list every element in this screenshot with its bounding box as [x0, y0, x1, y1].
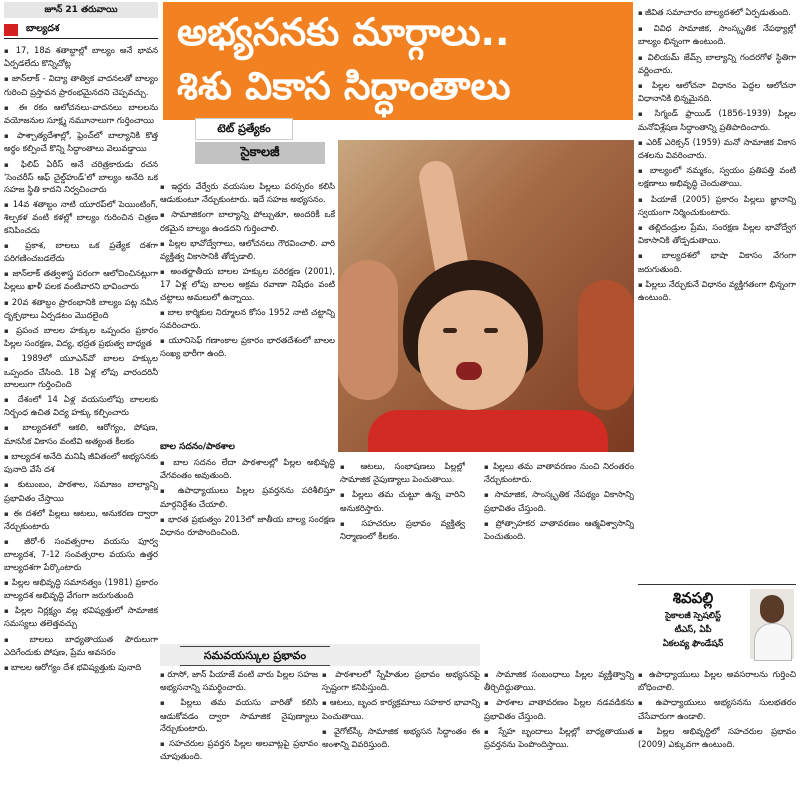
- bottom-column-3: [484, 668, 634, 808]
- bottom-para: ▪ సహచరుల ప్రవర్తన పిల్లల అలవాట్లపై ప్రభావం చూపుతుంది.: [160, 737, 318, 762]
- child-care-column: [160, 456, 335, 640]
- right-para: ▪ పిల్లలు నేర్చుకునే విధానం వ్యక్తిగతంగా భిన్నంగా ఉంటుంది.: [638, 278, 796, 303]
- author-body-shape: [754, 623, 792, 661]
- middle-column-2: [340, 460, 465, 642]
- child-care-para: ▪ ఉపాధ్యాయులు పిల్లల ప్రవర్తనను పరిశీలిస్తూ మార్గనిర్దేశం చేయాలి.: [160, 484, 335, 509]
- author-photo: [750, 589, 794, 659]
- left-para: ▪ 1989లో యూఎన్‌వో బాలల హక్కుల ఒప్పందం చేసింది. 18 ఏళ్ల లోపు వారందరినీ బాలలుగా గుర్తించింది: [4, 352, 158, 390]
- special-tag: టెట్ ప్రత్యేకం: [195, 118, 293, 140]
- mid-right-para: ▪ పిల్లలు తమ వాతావరణం నుంచి నిరంతరం నేర్చుకుంటారు.: [484, 460, 634, 485]
- right-para: ▪ పిల్లల ఆలోచనా విధానం పెద్దల ఆలోచనా విధానానికి భిన్నమైనది.: [638, 79, 796, 104]
- mid-para: ▪ యూనిసెఫ్ గణాంకాల ప్రకారం భారతదేశంలో బాలల సంఖ్య భారీగా ఉంది.: [160, 334, 335, 359]
- mid2-para: ▪ సహచరుల ప్రభావం వ్యక్తిత్వ నిర్మాణంలో కీలకం.: [340, 517, 465, 542]
- left-para: ▪ ఈ రకం ఆలోచనలు-వాదనలు బాలలను వయోజనుల సూక్ష్మ నమూనాలుగా గుర్తించాయి: [4, 101, 158, 126]
- section-header: [4, 22, 158, 39]
- left-para: ▪ పాశ్చాత్యదేశాల్లో, ఫ్రెంచ్‌లో బాల్యానికి కొత్త అర్థం కల్పించే కొన్ని సిద్ధాంతాలు వెలువడ్డాయి: [4, 129, 158, 154]
- author-head-shape: [760, 595, 784, 623]
- left-para: ▪ ఈ దశలో పిల్లలు ఆటలు, అనుకరణ ద్వారా నేర్చుకుంటారు: [4, 507, 158, 532]
- bottom-para: ▪ పాఠశాల వాతావరణం పిల్లల నడవడికను ప్రభావితం చేస్తుంది.: [484, 696, 634, 721]
- topic-tag: సైకాలజీ: [195, 142, 325, 164]
- right-para: ▪ సిగ్మండ్ ఫ్రాయిడ్ (1856-1939) పిల్లల మనోవిశ్లేషణ సిద్ధాంతాన్ని ప్రతిపాదించారు.: [638, 107, 796, 132]
- bottom-para: ▪ రూసో, జాన్ పియాజే వంటి వారు పిల్లల సహజ అభ్యసనాన్ని సమర్థించారు.: [160, 668, 318, 693]
- left-column: [4, 44, 158, 808]
- bottom-column-1: [160, 668, 318, 808]
- bottom-para: ▪ పిల్లల అభివృద్ధిలో సహచరుల ప్రభావం (2009) ఎక్కువగా ఉంటుంది.: [638, 725, 796, 750]
- author-region: టీఎస్, ఏపీ: [674, 625, 712, 635]
- right-para: ▪ తల్లిదండ్రుల ప్రేమ, సంరక్షణ పిల్లల భావోద్వేగ వికాసానికి తోడ్పడుతాయి.: [638, 221, 796, 246]
- left-para: ▪ జాన్‌లాక్ తత్వశాస్త్ర పరంగా ఆలోచించినట్లుగా పిల్లలు ఖాళీ పలక వంటివారని భావించారు: [4, 267, 158, 292]
- right-para: ▪ ఎరిక్ ఎరిక్సన్ (1959) మనో సామాజిక వికాస దశలను వివరించారు.: [638, 136, 796, 161]
- mid-para: ▪ అంతర్జాతీయ బాలల హక్కుల పరిరక్షణ (2001), 17 ఏళ్ల లోపు బాలల అక్రమ రవాణా నిషేధం వంటి చట్టాలు అమలులో ఉన్నాయి.: [160, 265, 335, 303]
- middle-column-1: [160, 180, 335, 436]
- child-mouth-shape: [456, 362, 482, 380]
- child-care-para: ▪ బాల సదనం లేదా పాఠశాలల్లో పిల్లల అభివృద్ధి వేగవంతం అవుతుంది.: [160, 456, 335, 481]
- left-para: ▪ బాల్యదశ అనేది మనిషి జీవితంలో అభ్యసనకు పునాది వేసే దశ: [4, 450, 158, 475]
- child-face-shape: [418, 290, 528, 410]
- mid2-para: ▪ పిల్లలు తమ చుట్టూ ఉన్న వారిని అనుకరిస్తారు.: [340, 488, 465, 513]
- left-para: ▪ జాన్‌లాక్ - విద్యా తాత్విక వాదనలతో బాల్యం గురించి ప్రస్తావన ప్రారంభమైనదని చెప్పవచ్చు.: [4, 72, 158, 97]
- mid-para: ▪ సామాజికంగా బాల్యాన్ని పోల్చుతూ, అందరికీ ఒకే రకమైన బాల్యం ఉండదని గుర్తించాలి.: [160, 208, 335, 233]
- left-para: ▪ జీరో-6 సంవత్సరాల వయసు పూర్వ బాల్యదశ, 7-12 సంవత్సరాల వయసు ఉత్తర బాల్యదశగా పేర్కొంటారు: [4, 535, 158, 573]
- bottom-column-2: [322, 668, 480, 808]
- child-care-subheading: బాల సదనం/పాఠశాల: [160, 442, 235, 452]
- headline-banner: [163, 2, 633, 120]
- bottom-para: ▪ ఉపాధ్యాయులు పిల్లల అవసరాలను గుర్తించి బోధించాలి.: [638, 668, 796, 693]
- child-shirt-shape: [368, 410, 608, 452]
- left-para: ▪ 20వ శతాబ్దం ప్రారంభానికి బాల్యం పట్ల నవీన దృక్పథాలు ఏర్పడటం మొదలైంది: [4, 296, 158, 321]
- right-para: ▪ విలియమ్ జేమ్స్ బాల్యాన్ని గందరగోళ స్థితిగా వర్ణించారు.: [638, 51, 796, 76]
- left-para: ▪ 14వ శతాబ్దం నాటి యూరప్‌లో పెయింటింగ్, శిల్పకళ వంటి కళల్లో బాల్యం గురించిన చిత్రణ కనిపించదు: [4, 198, 158, 236]
- child-eye-shape: [484, 328, 498, 333]
- right-para: ▪ బాల్యంలో నమ్మకం, స్వయం ప్రతిపత్తి వంటి లక్షణాలు అభివృద్ధి చెందుతాయి.: [638, 164, 796, 189]
- right-para: ▪ జీవిత సమాచారం బాల్యదశలో ఏర్పడుతుంది.: [638, 6, 796, 19]
- left-para: ▪ పిల్లల నిర్లక్ష్యం వల్ల భవిష్యత్తులో సామాజిక సమస్యలు తలెత్తవచ్చు: [4, 604, 158, 629]
- left-para: ▪ బాల్యదశలో ఆకలి, ఆరోగ్యం, పోషణ, మానసిక వికాసం వంటివి అత్యంత కీలకం: [4, 421, 158, 446]
- background-child-shape: [338, 260, 398, 400]
- section-marker-icon: [4, 24, 18, 36]
- right-para: ▪ పియాజే (2005) ప్రకారం పిల్లలు జ్ఞానాన్ని స్వయంగా నిర్మించుకుంటారు.: [638, 193, 796, 218]
- left-para: ▪ ప్రపంచ బాలల హక్కుల ఒప్పందం ప్రకారం పిల్లల సంరక్షణ, విద్య, భద్రత ప్రభుత్వ బాధ్యత: [4, 324, 158, 349]
- bottom-para: ▪ సామాజిక సంబంధాలు పిల్లల వ్యక్తిత్వాన్ని తీర్చిదిద్దుతాయి.: [484, 668, 634, 693]
- mid-right-para: ▪ సామాజిక, సాంస్కృతిక నేపథ్యం వికాసాన్ని ప్రభావితం చేస్తుంది.: [484, 488, 634, 513]
- background-child-shape: [578, 280, 634, 410]
- mid-right-para: ▪ ప్రోత్సాహకర వాతావరణం ఆత్మవిశ్వాసాన్ని పెంచుతుంది.: [484, 517, 634, 542]
- left-para: ▪ పిల్లల అభివృద్ధి సమానత్వం (1981) ప్రకారం బాల్యదశ అభివృద్ధి వేగంగా జరుగుతుంది: [4, 576, 158, 601]
- continuation-date-label: జూన్ 21 తరువాయి: [4, 2, 158, 18]
- author-organization: ఏకలవ్య ఫౌండేషన్: [662, 639, 724, 649]
- bottom-para: ▪ ఆటలు, బృంద కార్యక్రమాలు సహకార భావాన్ని పెంచుతాయి.: [322, 696, 480, 721]
- left-para: ▪ బాలల ఆరోగ్యం దేశ భవిష్యత్తుకు పునాది: [4, 661, 158, 674]
- headline-line-2: శిశు వికాస సిద్ధాంతాలు: [177, 64, 511, 108]
- mid-para: ▪ బాల కార్మికుల నిర్మూలన కోసం 1952 నాటి చట్టాన్ని సవరించారు.: [160, 306, 335, 331]
- right-column: [638, 6, 796, 582]
- left-para: ▪ దేశంలో 14 ఏళ్ల వయసులోపు బాలలకు నిర్బంధ ఉచిత విద్య హక్కు కల్పించారు: [4, 393, 158, 418]
- child-care-para: ▪ భారత ప్రభుత్వం 2013లో జాతీయ బాల్య సంరక్షణ విధానం రూపొందించింది.: [160, 513, 335, 538]
- mid-para: ▪ పిల్లల భావోద్వేగాలు, ఆలోచనలు గౌరవించాలి. వారి వ్యక్తిత్వ వికాసానికి తోడ్పడాలి.: [160, 237, 335, 262]
- bottom-column-4: [638, 668, 796, 808]
- right-para: ▪ బాల్యదశలో భాషా వికాసం వేగంగా జరుగుతుంది.: [638, 249, 796, 274]
- section-title: బాల్యదశ: [26, 23, 60, 34]
- mid-para: ▪ ఇద్దరు వేర్వేరు వయసుల పిల్లలు పరస్పరం కలిసి ఆడుకుంటూ నేర్చుకుంటారు. ఇదే సహజ అభ్యసనం.: [160, 180, 335, 205]
- bottom-para: ▪ వైగోట్‌స్కీ సామాజిక అభ్యసన సిద్ధాంతం ఈ అంశాన్ని వివరిస్తుంది.: [322, 725, 480, 750]
- left-para: ▪ ప్రకాశ, బాలలు ఒక ప్రత్యేక దశగా పరిగణించబడలేదు: [4, 239, 158, 264]
- right-para: ▪ వివిధ సామాజిక, సాంస్కృతిక నేపథ్యాల్లో బాల్యం భిన్నంగా ఉంటుంది.: [638, 22, 796, 47]
- child-photo: [338, 140, 634, 452]
- mid2-para: ▪ ఆటలు, సంభాషణలు పిల్లల్లో సామాజిక నైపుణ్యాలు పెంచుతాయి.: [340, 460, 465, 485]
- bottom-para: ▪ పాఠశాలలో స్నేహితుల ప్రభావం అభ్యసనపై స్పష్టంగా కనిపిస్తుంది.: [322, 668, 480, 693]
- child-eye-shape: [443, 328, 457, 333]
- left-para: ▪ ఫిలిప్ ఏరీస్ అనే చరిత్రకారుడు రచన 'సెంచరీస్ ఆఫ్ చైల్డ్‌హుడ్'లో బాల్యం అనేది ఒక సహజ స్థితి కాదని నిర్వచించారు: [4, 158, 158, 196]
- peer-influence-subheading: సమవయస్కుల ప్రభావం: [180, 646, 330, 666]
- left-para: ▪ కుటుంబం, పాఠశాల, సమాజం బాల్యాన్ని ప్రభావితం చేస్తాయి: [4, 478, 158, 503]
- bottom-para: ▪ స్నేహ బృందాలు పిల్లల్లో బాధ్యతాయుత ప్రవర్తనను పెంపొందిస్తాయి.: [484, 725, 634, 750]
- author-title: సైకాలజీ స్పెషలిస్ట్: [665, 611, 721, 621]
- headline-line-1: అభ్యసనకు మార్గాలు..: [177, 10, 510, 54]
- left-para: ▪ బాలలు బాధ్యతాయుత పౌరులుగా ఎదిగేందుకు పోషణ, ప్రేమ అవసరం: [4, 633, 158, 658]
- author-byline: [638, 584, 796, 665]
- left-para: ▪ 17, 18వ శతాబ్దాల్లో బాల్యం అనే భావన ఏర్పడలేదు కొన్నిచోట్ల: [4, 44, 158, 69]
- bottom-para: ▪ పిల్లలు తమ వయసు వారితో కలిసి ఆడుకోవడం ద్వారా సామాజిక నైపుణ్యాలు నేర్చుకుంటారు.: [160, 696, 318, 734]
- bottom-para: ▪ ఉపాధ్యాయులు అభ్యసనను సులభతరం చేసేవారుగా ఉండాలి.: [638, 696, 796, 721]
- middle-right-column: [484, 460, 634, 660]
- author-name: శివపల్లి: [672, 589, 714, 607]
